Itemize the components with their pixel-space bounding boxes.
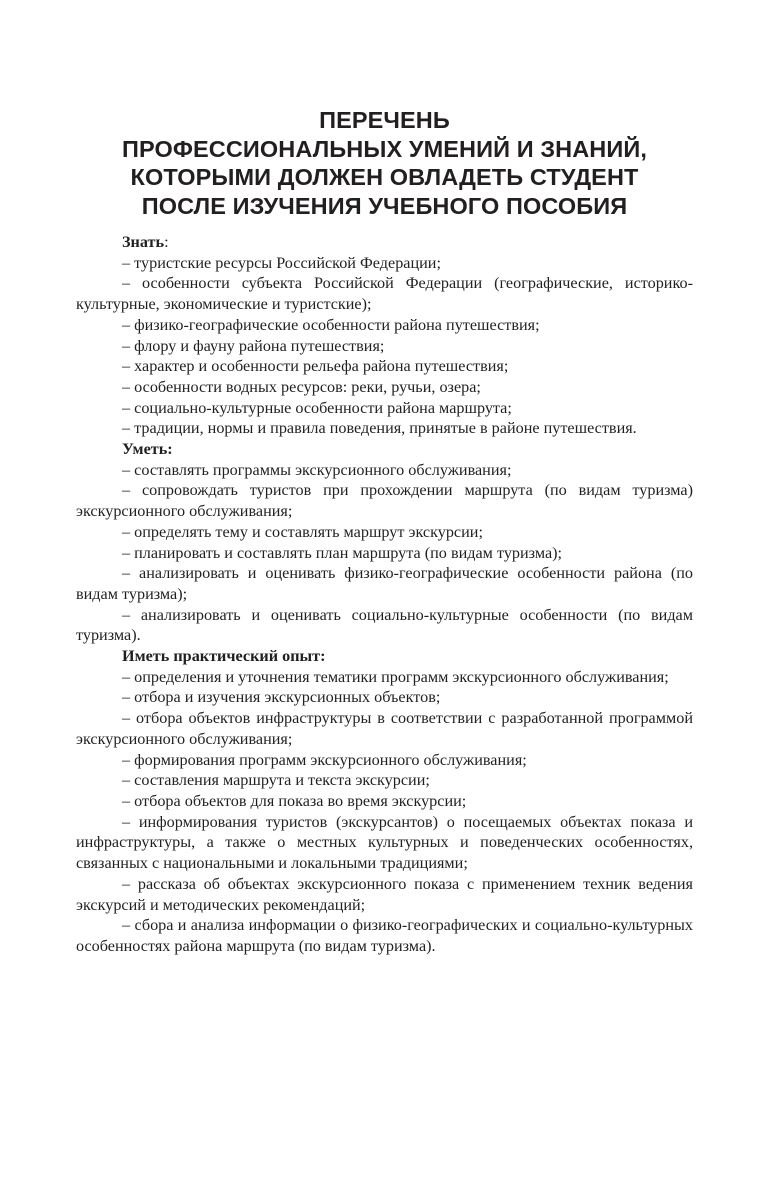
list-item: – социально-культурные особенности района маршрута; — [122, 398, 512, 417]
page-title — [76, 106, 693, 220]
section-heading-know — [76, 232, 693, 253]
list-item: – традиции, нормы и правила поведения, принятые в районе путешествия. — [122, 419, 637, 438]
list-item: – сбора и анализа информации о физико-географических и социально-культурных особенностях района маршрута (по видам туризма). — [76, 916, 693, 955]
list-item: – туристские ресурсы Российской Федерации; — [122, 253, 441, 272]
list-item: – определять тему и составлять маршрут экскурсии; — [122, 522, 483, 541]
section-heading-know-label: Знать — [122, 233, 165, 251]
section-heading-know-suffix: : — [164, 233, 169, 251]
list-item: – характер и особенности рельефа района путешествия; — [122, 357, 509, 376]
title-line-3: КОТОРЫМИ ДОЛЖЕН ОВЛАДЕТЬ СТУДЕНТ — [130, 164, 639, 190]
list-item: – физико-географические особенности района путешествия; — [122, 315, 540, 334]
title-line-2: ПРОФЕССИОНАЛЬНЫХ УМЕНИЙ И ЗНАНИЙ, — [122, 135, 647, 162]
list-item: – отбора объектов инфраструктуры в соответствии с разработанной программой экскурсионного обслуживания; — [76, 709, 693, 748]
list-item: – особенности субъекта Российской Федерации (географические, историко-культурные, экономические и туристские); — [76, 274, 693, 314]
list-item: – отбора и изучения экскурсионных объектов; — [122, 688, 441, 707]
title-line-1: ПЕРЕЧЕНЬ — [319, 107, 450, 133]
list-item: – флору и фауну района путешествия; — [122, 336, 385, 355]
list-item: – формирования программ экскурсионного обслуживания; — [122, 750, 527, 769]
list-item: – отбора объектов для показа во время экскурсии; — [122, 791, 467, 810]
section-heading-experience: Иметь практический опыт: — [122, 647, 326, 666]
list-item: – определения и уточнения тематики программ экскурсионного обслуживания; — [122, 667, 669, 686]
document-page — [76, 106, 693, 957]
list-item: – составлять программы экскурсионного обслуживания; — [122, 460, 512, 479]
list-item: – анализировать и оценивать физико-географические особенности района (по видам туризма); — [76, 564, 693, 603]
list-item: – рассказа об объектах экскурсионного показа с применением техник ведения экскурсий и методических рекомендаций; — [76, 874, 693, 914]
list-item: – информирования туристов (экскурсантов) о посещаемых объектах показа и инфраструктуры, а также о местных культурных и поведенческих особенностях, связанных с национальными и локальными традициями; — [76, 812, 693, 873]
list-item: – планировать и составлять план маршрута (по видам туризма); — [122, 543, 563, 562]
list-item: – анализировать и оценивать социально-культурные особенности (по видам туризма). — [76, 605, 693, 645]
list-item: – составления маршрута и текста экскурсии; — [122, 771, 430, 790]
title-line-4: ПОСЛЕ ИЗУЧЕНИЯ УЧЕБНОГО ПОСОБИЯ — [141, 192, 628, 219]
document-body — [76, 232, 693, 957]
list-item: – сопровождать туристов при прохождении маршрута (по видам туризма) экскурсионного обслуживания; — [76, 481, 693, 521]
section-heading-can: Уметь: — [122, 440, 173, 459]
list-item: – особенности водных ресурсов: реки, ручьи, озера; — [122, 377, 481, 396]
